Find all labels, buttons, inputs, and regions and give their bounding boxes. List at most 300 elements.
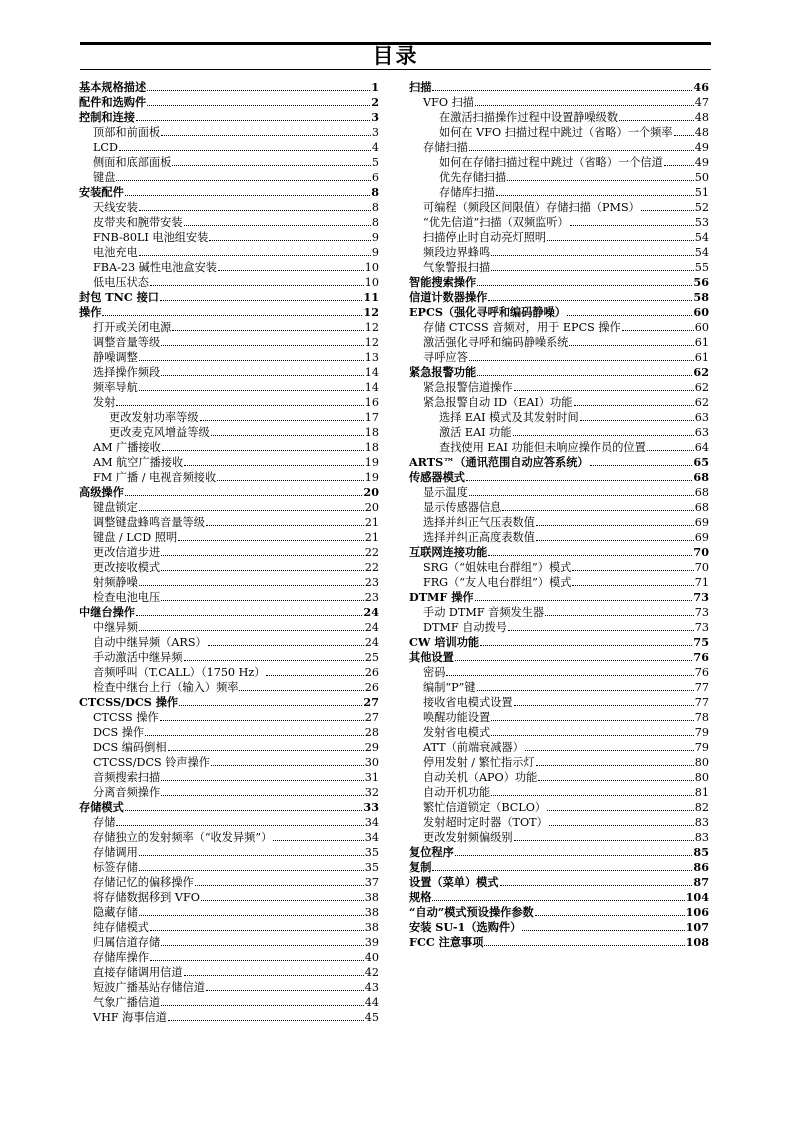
toc-entry-title: 更改发射频偏级别	[423, 831, 513, 844]
toc-entry-page: 69	[694, 531, 709, 544]
toc-entry-title: 发射超时定时器（TOT）	[423, 816, 548, 829]
toc-entry-title: 自动中继异频（ARS）	[93, 636, 207, 649]
toc-entry-title: 高级操作	[79, 485, 124, 499]
dot-leader	[184, 975, 364, 976]
dot-leader	[211, 435, 364, 436]
toc-entry-page: 87	[693, 875, 709, 889]
toc-entry-title: CTCSS/DCS 铃声操作	[93, 756, 210, 769]
toc-entry-page: 81	[694, 786, 709, 799]
toc-entry[interactable]	[409, 245, 709, 260]
toc-entry-page: 38	[364, 921, 379, 934]
toc-entry-title: 规格	[409, 890, 432, 904]
toc-entry[interactable]	[79, 95, 379, 110]
dot-leader	[569, 345, 693, 346]
toc-entry[interactable]	[79, 845, 379, 860]
toc-entry-title: 存储记忆的偏移操作	[93, 876, 194, 889]
toc-entry[interactable]	[409, 290, 709, 305]
dot-leader	[491, 720, 694, 721]
dot-leader	[161, 600, 364, 601]
toc-entry[interactable]	[79, 965, 379, 980]
dot-leader	[502, 510, 693, 511]
toc-entry[interactable]	[79, 455, 379, 470]
toc-entry-title: 密码	[423, 666, 446, 679]
toc-entry-page: 21	[364, 516, 379, 529]
toc-entry-page: 5	[371, 156, 379, 169]
toc-entry[interactable]	[409, 275, 709, 290]
toc-entry-page: 21	[364, 531, 379, 544]
dot-leader	[125, 495, 363, 496]
toc-entry-page: 27	[364, 711, 379, 724]
toc-entry[interactable]	[79, 170, 379, 185]
dot-leader	[664, 165, 694, 166]
toc-entry[interactable]	[79, 425, 379, 440]
toc-entry[interactable]	[79, 140, 379, 155]
toc-entry-title: 封包 TNC 接口	[79, 290, 159, 304]
toc-entry[interactable]	[409, 575, 709, 590]
toc-entry-title: 基本规格描述	[79, 80, 147, 94]
toc-entry[interactable]	[409, 875, 709, 890]
toc-entry[interactable]	[409, 680, 709, 695]
toc-entry[interactable]	[409, 320, 709, 335]
toc-entry-title: 优先存储扫描	[439, 171, 507, 184]
toc-entry-page: 73	[694, 606, 709, 619]
dot-leader	[567, 315, 692, 316]
toc-entry[interactable]	[409, 665, 709, 680]
dot-leader	[491, 735, 694, 736]
toc-entry[interactable]	[79, 755, 379, 770]
toc-entry-page: 70	[694, 561, 709, 574]
page-title: 目录	[372, 43, 419, 68]
toc-entry[interactable]	[409, 830, 709, 845]
toc-entry[interactable]	[79, 935, 379, 950]
toc-entry-title: 存储 CTCSS 音频对，用于 EPCS 操作	[423, 321, 621, 334]
toc-entry[interactable]	[409, 440, 709, 455]
dot-leader	[491, 255, 694, 256]
dot-leader	[172, 165, 371, 166]
dot-leader	[590, 465, 693, 466]
toc-entry[interactable]	[79, 1010, 379, 1025]
toc-entry[interactable]	[79, 920, 379, 935]
toc-entry[interactable]	[409, 905, 709, 920]
toc-entry[interactable]	[79, 620, 379, 635]
toc-entry-title: 信道计数器操作	[409, 290, 488, 304]
toc-entry-title: 侧面和底部面板	[93, 156, 172, 169]
toc-entry-title: FCC 注意事项	[409, 935, 484, 949]
toc-entry[interactable]	[409, 515, 709, 530]
toc-entry-title: 手动 DTMF 音频发生器	[423, 606, 545, 619]
dot-leader	[475, 105, 694, 106]
toc-entry-page: 77	[694, 696, 709, 709]
toc-entry[interactable]	[409, 530, 709, 545]
dot-leader	[266, 675, 363, 676]
toc-entry[interactable]	[79, 980, 379, 995]
toc-entry[interactable]	[409, 95, 709, 110]
toc-entry[interactable]	[409, 545, 709, 560]
toc-entry-page: 16	[364, 396, 379, 409]
toc-entry-title: 存储独立的发射频率（“收发异频”）	[93, 831, 273, 844]
toc-entry-title: 发射	[93, 396, 116, 409]
toc-entry-page: 62	[693, 365, 709, 379]
dot-leader	[522, 930, 684, 931]
toc-entry-title: 检查电池电压	[93, 591, 161, 604]
toc-entry[interactable]	[409, 650, 709, 665]
toc-entry-page: 6	[371, 171, 379, 184]
toc-entry[interactable]	[409, 215, 709, 230]
toc-entry-page: 53	[694, 216, 709, 229]
toc-entry[interactable]	[79, 500, 379, 515]
toc-entry-title: 选择并纠正高度表数值	[423, 531, 535, 544]
toc-entry-page: 14	[364, 366, 379, 379]
dot-leader	[469, 495, 694, 496]
toc-entry[interactable]	[79, 215, 379, 230]
toc-entry[interactable]	[79, 440, 379, 455]
dot-leader	[480, 645, 692, 646]
toc-entry[interactable]	[79, 590, 379, 605]
toc-entry[interactable]	[79, 875, 379, 890]
toc-entry-title: 查找使用 EAI 功能但未响应操作员的位置	[439, 441, 646, 454]
toc-entry[interactable]	[409, 305, 709, 320]
dot-leader	[160, 300, 362, 301]
toc-entry-title: 存储调用	[93, 846, 138, 859]
toc-entry-title: 唤醒功能设置	[423, 711, 491, 724]
toc-entry-title: “优先信道”扫描（双频监听）	[423, 216, 569, 229]
toc-entry-title: 操作	[79, 305, 102, 319]
toc-entry[interactable]	[409, 110, 709, 125]
toc-entry-title: 音频搜索扫描	[93, 771, 161, 784]
toc-entry-title: 更改发射功率等级	[109, 411, 199, 424]
toc-entry-title: 更改接收模式	[93, 561, 161, 574]
dot-leader	[432, 900, 684, 901]
toc-entry[interactable]	[79, 275, 379, 290]
toc-entry-page: 24	[363, 605, 379, 619]
dot-leader	[116, 825, 363, 826]
toc-column-right	[409, 80, 709, 950]
toc-entry[interactable]	[409, 620, 709, 635]
toc-entry-page: 82	[694, 801, 709, 814]
toc-entry-page: 24	[364, 636, 379, 649]
toc-entry-page: 35	[364, 846, 379, 859]
toc-entry[interactable]	[409, 860, 709, 875]
toc-entry-page: 45	[364, 1011, 379, 1024]
dot-leader	[136, 120, 370, 121]
toc-entry-title: 调整音量等级	[93, 336, 161, 349]
dot-leader	[475, 600, 693, 601]
toc-entry[interactable]	[409, 920, 709, 935]
toc-entry-page: 48	[694, 126, 709, 139]
toc-entry[interactable]	[409, 380, 709, 395]
toc-entry[interactable]	[409, 755, 709, 770]
toc-entry-page: 104	[685, 890, 709, 904]
dot-leader	[208, 645, 364, 646]
dot-leader	[218, 270, 364, 271]
toc-entry-page: 4	[371, 141, 379, 154]
dot-leader	[513, 435, 694, 436]
toc-entry[interactable]	[409, 635, 709, 650]
toc-entry-title: 短波广播基站存储信道	[93, 981, 205, 994]
toc-entry-title: 自动开机功能	[423, 786, 491, 799]
toc-entry[interactable]	[409, 890, 709, 905]
dot-leader	[477, 375, 692, 376]
dot-leader	[619, 120, 694, 121]
toc-entry-title: 顶部和前面板	[93, 126, 161, 139]
toc-entry-title: 安装配件	[79, 185, 124, 199]
dot-leader	[184, 225, 371, 226]
toc-entry-page: 13	[364, 351, 379, 364]
toc-entry[interactable]	[409, 410, 709, 425]
toc-entry-page: 18	[364, 426, 379, 439]
toc-entry-title: CTCSS 操作	[93, 711, 159, 724]
toc-entry[interactable]	[79, 290, 379, 305]
toc-entry[interactable]	[79, 785, 379, 800]
dot-leader	[477, 285, 692, 286]
toc-entry[interactable]	[79, 80, 379, 95]
toc-entry[interactable]	[409, 695, 709, 710]
dot-leader	[484, 945, 684, 946]
toc-entry[interactable]	[409, 845, 709, 860]
toc-entry-page: 44	[364, 996, 379, 1009]
dot-leader	[547, 240, 694, 241]
toc-entry[interactable]	[79, 890, 379, 905]
toc-entry[interactable]	[409, 710, 709, 725]
dot-leader	[507, 180, 694, 181]
dot-leader	[172, 330, 363, 331]
toc-entry[interactable]	[79, 635, 379, 650]
dot-leader	[139, 255, 371, 256]
dot-leader	[139, 870, 364, 871]
dot-leader	[136, 615, 362, 616]
dot-leader	[469, 150, 694, 151]
toc-entry-title: 如何在 VFO 扫描过程中跳过（省略）一个频率	[439, 126, 673, 139]
toc-entry[interactable]	[409, 335, 709, 350]
toc-entry-title: FBA-23 碱性电池盒安装	[93, 261, 217, 274]
dot-leader	[432, 870, 692, 871]
toc-entry-title: FRG（“友人电台群组”）模式	[423, 576, 572, 589]
toc-entry[interactable]	[79, 380, 379, 395]
toc-entry[interactable]	[79, 860, 379, 875]
toc-entry-page: 9	[371, 231, 379, 244]
toc-entry[interactable]	[79, 350, 379, 365]
toc-entry-title: 互联网连接功能	[409, 545, 488, 559]
toc-entry[interactable]	[79, 680, 379, 695]
toc-entry-title: CTCSS/DCS 操作	[79, 695, 179, 709]
toc-entry-page: 75	[693, 635, 709, 649]
toc-entry[interactable]	[79, 335, 379, 350]
toc-entry[interactable]	[409, 590, 709, 605]
toc-entry[interactable]	[409, 260, 709, 275]
toc-entry[interactable]	[409, 125, 709, 140]
dot-leader	[432, 90, 692, 91]
toc-entry[interactable]	[79, 365, 379, 380]
toc-entry[interactable]	[409, 185, 709, 200]
toc-entry[interactable]	[79, 725, 379, 740]
toc-entry[interactable]	[409, 470, 709, 485]
toc-entry[interactable]	[79, 410, 379, 425]
toc-entry[interactable]	[79, 125, 379, 140]
toc-entry-page: 34	[364, 816, 379, 829]
dot-leader	[139, 630, 364, 631]
toc-entry-title: 气象广播信道	[93, 996, 161, 1009]
toc-entry-title: DCS 编码倒相	[93, 741, 167, 754]
dot-leader	[674, 135, 694, 136]
dot-leader	[466, 480, 692, 481]
toc-entry[interactable]	[409, 935, 709, 950]
toc-entry[interactable]	[79, 695, 379, 710]
toc-entry-page: 34	[364, 831, 379, 844]
toc-entry-page: 79	[694, 741, 709, 754]
toc-entry[interactable]	[409, 155, 709, 170]
toc-entry-page: 3	[371, 110, 379, 124]
toc-entry-page: 39	[364, 936, 379, 949]
toc-entry[interactable]	[79, 560, 379, 575]
toc-entry[interactable]	[409, 560, 709, 575]
toc-entry-title: DTMF 操作	[409, 590, 474, 604]
toc-entry[interactable]	[79, 155, 379, 170]
toc-entry-page: 33	[363, 800, 379, 814]
toc-entry-title: 调整键盘蜂鸣音量等级	[93, 516, 205, 529]
toc-entry-page: 50	[694, 171, 709, 184]
toc-entry-page: 61	[694, 351, 709, 364]
toc-entry[interactable]	[79, 710, 379, 725]
toc-entry-page: 20	[364, 501, 379, 514]
toc-entry[interactable]	[79, 770, 379, 785]
toc-entry[interactable]	[409, 140, 709, 155]
dot-leader	[572, 570, 693, 571]
toc-entry[interactable]	[79, 905, 379, 920]
dot-leader	[547, 810, 694, 811]
toc-entry[interactable]	[79, 740, 379, 755]
toc-entry[interactable]	[409, 200, 709, 215]
toc-entry[interactable]	[409, 425, 709, 440]
toc-entry-page: 61	[694, 336, 709, 349]
toc-entry-page: 32	[364, 786, 379, 799]
dot-leader	[150, 285, 364, 286]
dot-leader	[536, 540, 694, 541]
toc-entry[interactable]	[79, 515, 379, 530]
toc-entry-title: 选择 EAI 模式及其发射时间	[439, 411, 579, 424]
toc-entry[interactable]	[409, 770, 709, 785]
dot-leader	[488, 300, 692, 301]
dot-leader	[206, 525, 364, 526]
toc-entry[interactable]	[79, 665, 379, 680]
toc-entry-page: 54	[694, 231, 709, 244]
toc-entry[interactable]	[79, 230, 379, 245]
toc-entry-title: 扫描	[409, 80, 432, 94]
toc-entry-title: 智能搜索操作	[409, 275, 477, 289]
dot-leader	[580, 420, 694, 421]
toc-entry-page: 76	[694, 666, 709, 679]
toc-entry-title: 中继异频	[93, 621, 138, 634]
toc-entry-page: 79	[694, 726, 709, 739]
toc-entry-page: 38	[364, 906, 379, 919]
toc-entry[interactable]	[409, 485, 709, 500]
dot-leader	[161, 795, 364, 796]
toc-entry[interactable]	[79, 995, 379, 1010]
toc-entry[interactable]	[79, 305, 379, 320]
dot-leader	[168, 1020, 364, 1021]
toc-entry-title: 发射省电模式	[423, 726, 491, 739]
toc-entry-page: 108	[685, 935, 709, 949]
toc-entry-title: 扫描停止时自动亮灯照明	[423, 231, 547, 244]
toc-entry-page: 11	[363, 290, 379, 304]
toc-entry[interactable]	[409, 500, 709, 515]
toc-entry[interactable]	[79, 320, 379, 335]
toc-entry-page: 30	[364, 756, 379, 769]
toc-entry[interactable]	[409, 350, 709, 365]
toc-entry[interactable]	[79, 110, 379, 125]
toc-entry-page: 24	[364, 621, 379, 634]
dot-leader	[200, 420, 364, 421]
toc-entry[interactable]	[409, 80, 709, 95]
dot-leader	[488, 555, 692, 556]
toc-entry-title: 其他设置	[409, 650, 454, 664]
toc-entry-title: 紧急报警功能	[409, 365, 477, 379]
toc-entry-page: 71	[694, 576, 709, 589]
toc-entry[interactable]	[79, 545, 379, 560]
toc-entry[interactable]	[409, 725, 709, 740]
toc-entry[interactable]	[79, 800, 379, 815]
toc-entry[interactable]	[79, 185, 379, 200]
toc-entry[interactable]	[409, 605, 709, 620]
toc-entry-page: 51	[694, 186, 709, 199]
toc-entry[interactable]	[79, 650, 379, 665]
toc-entry[interactable]	[79, 815, 379, 830]
dot-leader	[535, 915, 685, 916]
toc-entry[interactable]	[79, 530, 379, 545]
toc-entry-title: SRG（“姐妹电台群组”）模式	[423, 561, 572, 574]
toc-entry[interactable]	[79, 245, 379, 260]
toc-entry[interactable]	[409, 785, 709, 800]
toc-entry[interactable]	[79, 470, 379, 485]
toc-entry-title: 存储	[93, 816, 116, 829]
toc-entry[interactable]	[79, 200, 379, 215]
toc-entry-page: 63	[694, 426, 709, 439]
dot-leader	[570, 225, 694, 226]
toc-entry-title: 静噪调整	[93, 351, 138, 364]
toc-entry-page: 26	[364, 681, 379, 694]
dot-leader	[160, 720, 364, 721]
dot-leader	[179, 705, 362, 706]
toc-entry[interactable]	[79, 605, 379, 620]
dot-leader	[150, 960, 364, 961]
toc-entry-title: 紧急报警信道操作	[423, 381, 513, 394]
toc-entry-page: 8	[371, 185, 379, 199]
toc-entry[interactable]	[79, 575, 379, 590]
toc-entry[interactable]	[79, 950, 379, 965]
toc-entry[interactable]	[79, 395, 379, 410]
toc-entry-title: VHF 海事信道	[93, 1011, 167, 1024]
toc-entry[interactable]	[409, 815, 709, 830]
toc-entry[interactable]	[409, 365, 709, 380]
toc-entry[interactable]	[409, 230, 709, 245]
toc-entry-page: 62	[694, 396, 709, 409]
toc-entry[interactable]	[409, 740, 709, 755]
toc-entry-page: 17	[364, 411, 379, 424]
toc-entry[interactable]	[79, 260, 379, 275]
toc-entry-page: 8	[371, 201, 379, 214]
toc-entry[interactable]	[409, 170, 709, 185]
toc-entry[interactable]	[79, 830, 379, 845]
toc-entry-page: 68	[693, 470, 709, 484]
toc-entry[interactable]	[409, 455, 709, 470]
toc-entry[interactable]	[409, 395, 709, 410]
toc-entry-title: 复位程序	[409, 845, 454, 859]
toc-entry-page: 60	[693, 305, 709, 319]
dot-leader	[168, 750, 364, 751]
toc-entry[interactable]	[409, 800, 709, 815]
toc-entry[interactable]	[79, 485, 379, 500]
dot-leader	[150, 930, 364, 931]
toc-entry-page: 69	[694, 516, 709, 529]
